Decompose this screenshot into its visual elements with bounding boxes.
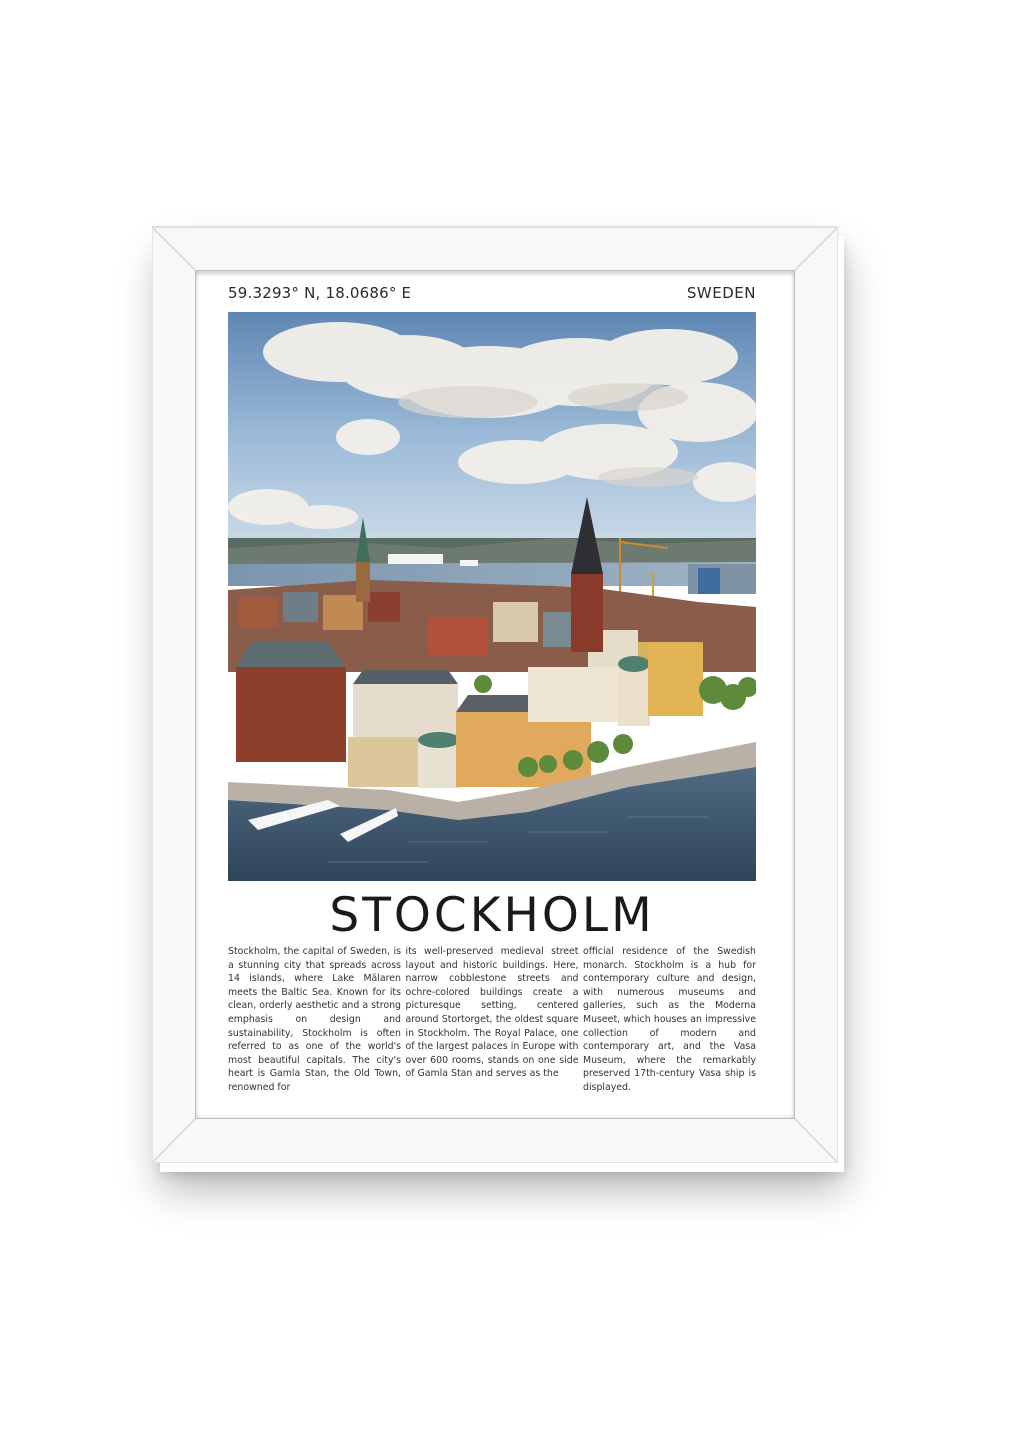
description [228,945,756,1095]
coordinates-label: 59.3293° N, 18.0686° E [228,284,412,302]
poster [228,271,756,1118]
description-column-3: official residence of the Swedish monarch. Stockholm is a hub for contemporary culture and design, with numerous museums and galleries, such as the Moderna Museet, which houses an impressive collection of modern and contemporary art, and the Vasa Museum, where the remarkably preserved 17th-century Vasa ship is displayed. [583,946,756,1093]
description-column-1: Stockholm, the capital of Sweden, is a stunning city that spreads across 14 islands, where Lake Mälaren meets the Baltic Sea. Known for its clean, orderly aesthetic and a strong emphasis on design and sustainability, Stockholm is often referred to as one of the world's most beautiful capitals. The city's heart is Gamla Stan, the Old Town, renowned for [228,946,401,1093]
poster-mat [196,271,794,1118]
city-photo [228,312,756,881]
city-title: STOCKHOLM [329,888,655,943]
picture-frame [152,226,838,1162]
description-column-2: its well-preserved medieval street layout and historic buildings. Here, narrow cobblestone streets and ochre-colored buildings create a picturesque setting, centered around Stortorget, the oldest square in Stockholm. The Royal Palace, one of the largest palaces in Europe with over 600 rooms, stands on one side of Gamla Stan and serves as the [405,946,579,1080]
country-label: SWEDEN [686,284,756,302]
